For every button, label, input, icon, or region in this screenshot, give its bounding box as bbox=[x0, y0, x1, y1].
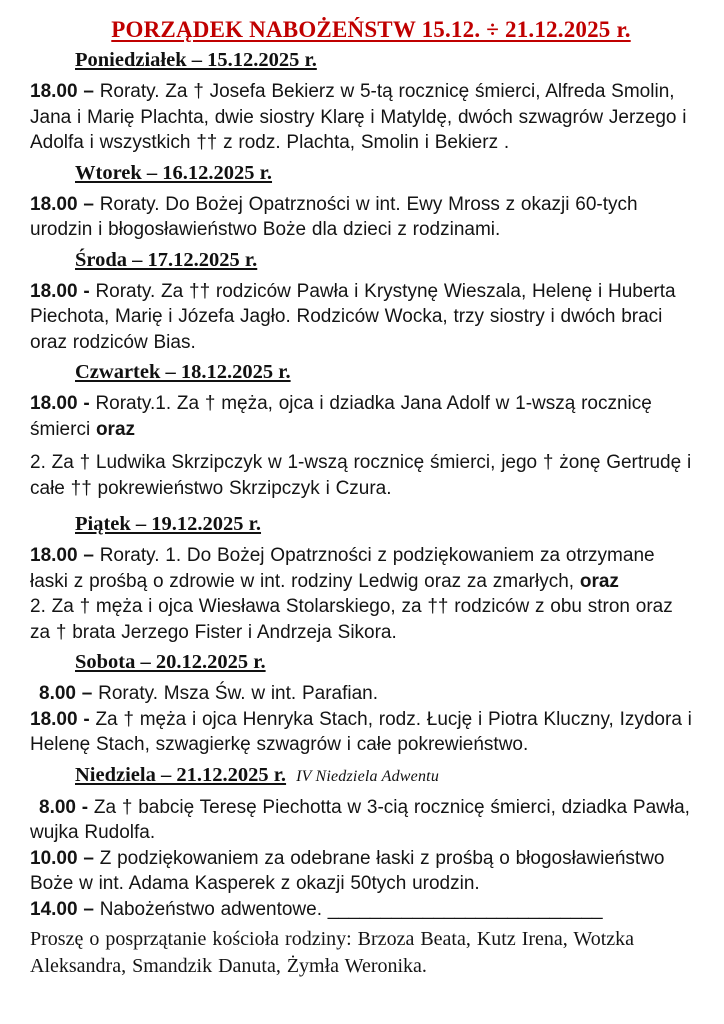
dash: - bbox=[83, 708, 90, 730]
dash: – bbox=[83, 898, 94, 920]
mass-entry bbox=[30, 391, 698, 442]
dash: - bbox=[83, 393, 90, 414]
mass-text: Roraty.1. Za † męża, ojca i dziadka Jana Adolf w 1-wszą rocznicę śmierci bbox=[30, 393, 652, 440]
dash: – bbox=[83, 193, 94, 215]
day-section-thursday bbox=[30, 360, 698, 501]
mass-time: 8.00 bbox=[39, 796, 76, 818]
day-heading-saturday bbox=[75, 650, 698, 675]
mass-time: 10.00 bbox=[30, 847, 78, 869]
mass-text: 2. Za † męża i ojca Wiesława Stolarskiego, za †† rodziców z obu stron oraz za † brata Jerzego Fister i Andrzeja Sikora. bbox=[30, 596, 673, 643]
mass-time: 18.00 bbox=[30, 81, 78, 102]
mass-entry bbox=[30, 897, 698, 923]
day-section-sunday bbox=[30, 763, 698, 923]
mass-entry bbox=[30, 279, 698, 356]
day-heading-label: Wtorek – 16.12.2025 r. bbox=[75, 161, 273, 184]
mass-text: Roraty. Do Bożej Opatrzności w int. Ewy Mross z okazji 60-tych urodzin i błogosławieństwo Boże dla dzieci z rodzinami. bbox=[30, 193, 638, 240]
mass-entry bbox=[30, 846, 698, 897]
mass-time: 18.00 bbox=[30, 280, 78, 302]
day-section-friday bbox=[30, 512, 698, 645]
day-heading-wednesday bbox=[75, 248, 698, 273]
mass-time: 18.00 bbox=[30, 545, 78, 566]
dash: – bbox=[83, 545, 94, 566]
day-heading-label: Piątek – 19.12.2025 r. bbox=[75, 513, 262, 535]
mass-text: Nabożeństwo adwentowe. bbox=[99, 898, 322, 920]
mass-text-bold: oraz bbox=[579, 570, 619, 592]
mass-entry bbox=[30, 707, 698, 758]
mass-text-bold: oraz bbox=[95, 418, 136, 440]
mass-entry bbox=[30, 594, 698, 645]
day-section-wednesday bbox=[30, 248, 698, 356]
day-heading-sunday bbox=[75, 763, 698, 789]
mass-entry bbox=[30, 795, 698, 846]
dash: – bbox=[83, 81, 94, 102]
day-section-tuesday bbox=[30, 161, 698, 243]
day-heading-monday bbox=[75, 48, 698, 73]
mass-time: 18.00 bbox=[30, 193, 78, 215]
day-heading-thursday bbox=[75, 360, 698, 385]
mass-time: 18.00 bbox=[30, 393, 78, 414]
dash: – bbox=[81, 683, 93, 704]
day-heading-label: Czwartek – 18.12.2025 r. bbox=[75, 361, 291, 383]
mass-text: Roraty. 1. Do Bożej Opatrzności z podziękowaniem za otrzymane łaski z prośbą o zdrowie w int. rodziny Ledwig oraz za zmarłych, bbox=[30, 545, 655, 592]
page-title: PORZĄDEK NABOŻEŃSTW 15.12. ÷ 21.12.2025 r. bbox=[111, 17, 631, 42]
mass-text: 2. Za † Ludwika Skrzipczyk w 1-wszą rocznicę śmierci, jego † żonę Gertrudę i całe †† pokrewieństwo Skrzipczyk i Czura. bbox=[30, 452, 692, 499]
mass-text: Za † męża i ojca Henryka Stach, rodz. Łucję i Piotra Kluczny, Izydora i Helenę Stach, szwagierkę szwagrów i całe pokrewieństwo. bbox=[30, 708, 692, 755]
day-section-saturday bbox=[30, 650, 698, 758]
day-heading-label: Poniedziałek – 15.12.2025 r. bbox=[75, 49, 317, 71]
day-heading-tuesday bbox=[75, 161, 698, 186]
day-heading-label: Niedziela – 21.12.2025 r. bbox=[75, 763, 287, 786]
mass-time: 14.00 bbox=[30, 898, 78, 920]
mass-text: Roraty. Za † Josefa Bekierz w 5-tą rocznicę śmierci, Alfreda Smolin, Jana i Marię Plachta, dwie siostry Klarę i Matyldę, dwóch szwagrów Jerzego i Adolfa i wszystkich †† z rodz. Plachta, Smolin i Bekierz . bbox=[30, 81, 687, 153]
day-heading-label: Środa – 17.12.2025 r. bbox=[75, 248, 258, 271]
dash: - bbox=[81, 796, 89, 818]
dash: - bbox=[83, 280, 90, 302]
mass-entry bbox=[30, 543, 698, 594]
dash: – bbox=[83, 847, 94, 869]
mass-text: Z podziękowaniem za odebrane łaski z prośbą o błogosławieństwo Boże w int. Adama Kasperek z okazji 50tych urodzin. bbox=[30, 847, 665, 894]
mass-time: 8.00 bbox=[39, 683, 76, 704]
mass-text: Za † babcię Teresę Piechotta w 3-cią rocznicę śmierci, dziadka Pawła, wujka Rudolfa. bbox=[30, 796, 690, 843]
day-heading-friday bbox=[75, 512, 698, 537]
fill-in-blank-line: __________________________ bbox=[327, 898, 603, 920]
mass-text: Roraty. Msza Św. w int. Parafian. bbox=[98, 683, 378, 704]
mass-entry bbox=[30, 450, 698, 501]
day-section-monday bbox=[30, 48, 698, 156]
mass-entry bbox=[30, 192, 698, 243]
mass-entry bbox=[30, 681, 698, 707]
church-cleaning-note: Proszę o posprzątanie kościoła rodziny: Brzoza Beata, Kutz Irena, Wotzka Aleksandra, Smandzik Danuta, Żymła Weronika. bbox=[30, 928, 635, 977]
mass-entry bbox=[30, 79, 698, 156]
mass-time: 18.00 bbox=[30, 708, 78, 730]
advent-sunday-note: IV Niedziela Adwentu bbox=[296, 767, 440, 785]
mass-text: Roraty. Za †† rodziców Pawła i Krystynę Wieszala, Helenę i Huberta Piechota, Marię i Józefa Jagło. Rodziców Wocka, trzy siostry i dwóch braci oraz rodziców Bias. bbox=[30, 280, 676, 353]
day-heading-label: Sobota – 20.12.2025 r. bbox=[75, 651, 266, 673]
